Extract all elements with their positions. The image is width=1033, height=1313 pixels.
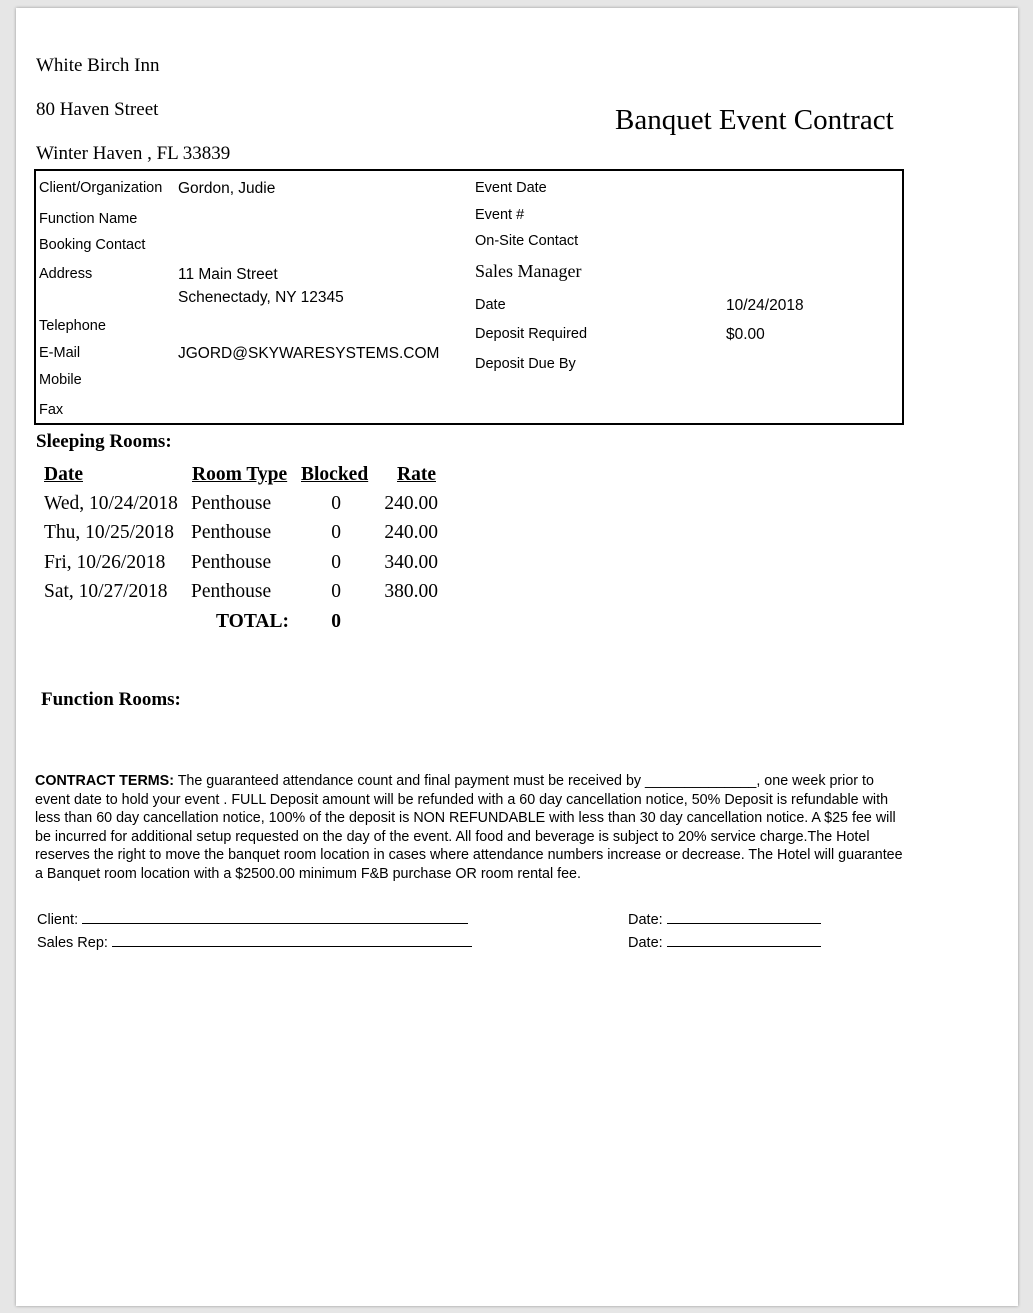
address-line2: Schenectady, NY 12345 — [178, 289, 344, 306]
client-value: Gordon, Judie — [178, 180, 276, 197]
onsite-contact-label: On-Site Contact — [475, 233, 579, 249]
contract-terms — [35, 772, 905, 883]
address-line1: 11 Main Street — [178, 266, 278, 283]
row-2-room-type: Penthouse — [191, 522, 272, 543]
row-2-date: Thu, 10/25/2018 — [44, 522, 174, 543]
row-4-date: Sat, 10/27/2018 — [44, 581, 168, 602]
sales-rep-date-line[interactable] — [667, 932, 821, 947]
sales-rep-signature-row — [37, 932, 472, 951]
row-1-date: Wed, 10/24/2018 — [44, 493, 178, 514]
hotel-name: White Birch Inn — [36, 55, 160, 76]
row-4-rate: 380.00 — [384, 581, 438, 602]
col-header-rate: Rate — [397, 464, 436, 485]
row-1-rate: 240.00 — [384, 493, 438, 514]
contract-terms-heading: CONTRACT TERMS: — [35, 773, 174, 789]
telephone-label: Telephone — [39, 318, 106, 334]
col-header-date: Date — [44, 464, 83, 485]
contract-page — [16, 8, 1018, 1306]
sales-rep-date-row — [628, 932, 821, 951]
row-2-rate: 240.00 — [384, 522, 438, 543]
client-signature-row — [37, 909, 468, 928]
sales-rep-signature-label: Sales Rep: — [37, 935, 108, 951]
contract-info-box — [34, 169, 904, 425]
address-label: Address — [39, 266, 93, 282]
row-3-rate: 340.00 — [384, 552, 438, 573]
date-value: 10/24/2018 — [726, 297, 804, 314]
row-3-room-type: Penthouse — [191, 552, 272, 573]
row-1-room-type: Penthouse — [191, 493, 272, 514]
sales-rep-date-label: Date: — [628, 935, 663, 951]
client-date-row — [628, 909, 821, 928]
deposit-required-value: $0.00 — [726, 326, 765, 343]
sales-manager-label: Sales Manager — [475, 261, 582, 281]
event-date-label: Event Date — [475, 180, 547, 196]
col-header-blocked: Blocked — [301, 464, 369, 485]
client-date-line[interactable] — [667, 909, 821, 924]
mobile-label: Mobile — [39, 372, 82, 388]
client-signature-label: Client: — [37, 912, 79, 928]
sleeping-rooms-heading: Sleeping Rooms: — [36, 431, 172, 452]
row-1-blocked: 0 — [331, 493, 341, 514]
fax-label: Fax — [39, 402, 64, 418]
col-header-room-type: Room Type — [192, 464, 288, 485]
hotel-city-state-zip: Winter Haven , FL 33839 — [36, 143, 231, 164]
row-2-blocked: 0 — [331, 522, 341, 543]
email-label: E-Mail — [39, 345, 81, 361]
row-4-room-type: Penthouse — [191, 581, 272, 602]
row-4-blocked: 0 — [331, 581, 341, 602]
deposit-due-label: Deposit Due By — [475, 356, 576, 372]
function-name-label: Function Name — [39, 211, 138, 227]
client-signature-line[interactable] — [82, 909, 468, 924]
email-value: JGORD@SKYWARESYSTEMS.COM — [178, 345, 440, 362]
client-date-label: Date: — [628, 912, 663, 928]
total-value: 0 — [331, 611, 341, 632]
hotel-street: 80 Haven Street — [36, 99, 159, 120]
date-label: Date — [475, 297, 506, 313]
sales-rep-signature-line[interactable] — [112, 932, 472, 947]
total-label: TOTAL: — [216, 611, 289, 632]
document-title: Banquet Event Contract — [615, 104, 894, 136]
row-3-blocked: 0 — [331, 552, 341, 573]
contract-terms-text: The guaranteed attendance count and final payment must be received by ______________, one week prior to event date to hold your event . FULL Deposit amount will be refunded with a 60 day cancellation notice, 50% Deposit is refundable with less than 60 day cancellation notice, 100% of the deposit is NON REFUNDABLE with less than 30 day cancellation notice. A $25 fee will be incurred for additional setup requested on the day of the event. All food and beverage is subject to 20% service charge.The Hotel reserves the right to move the banquet room location in cases where attendance numbers increase or decrease. The Hotel will guarantee a Banquet room location with a $2500.00 minimum F&B purchase OR room rental fee. — [35, 773, 903, 882]
row-3-date: Fri, 10/26/2018 — [44, 552, 166, 573]
function-rooms-heading: Function Rooms: — [41, 689, 181, 710]
booking-contact-label: Booking Contact — [39, 237, 146, 253]
deposit-required-label: Deposit Required — [475, 326, 588, 342]
client-label: Client/Organization — [39, 180, 163, 196]
event-number-label: Event # — [475, 207, 525, 223]
